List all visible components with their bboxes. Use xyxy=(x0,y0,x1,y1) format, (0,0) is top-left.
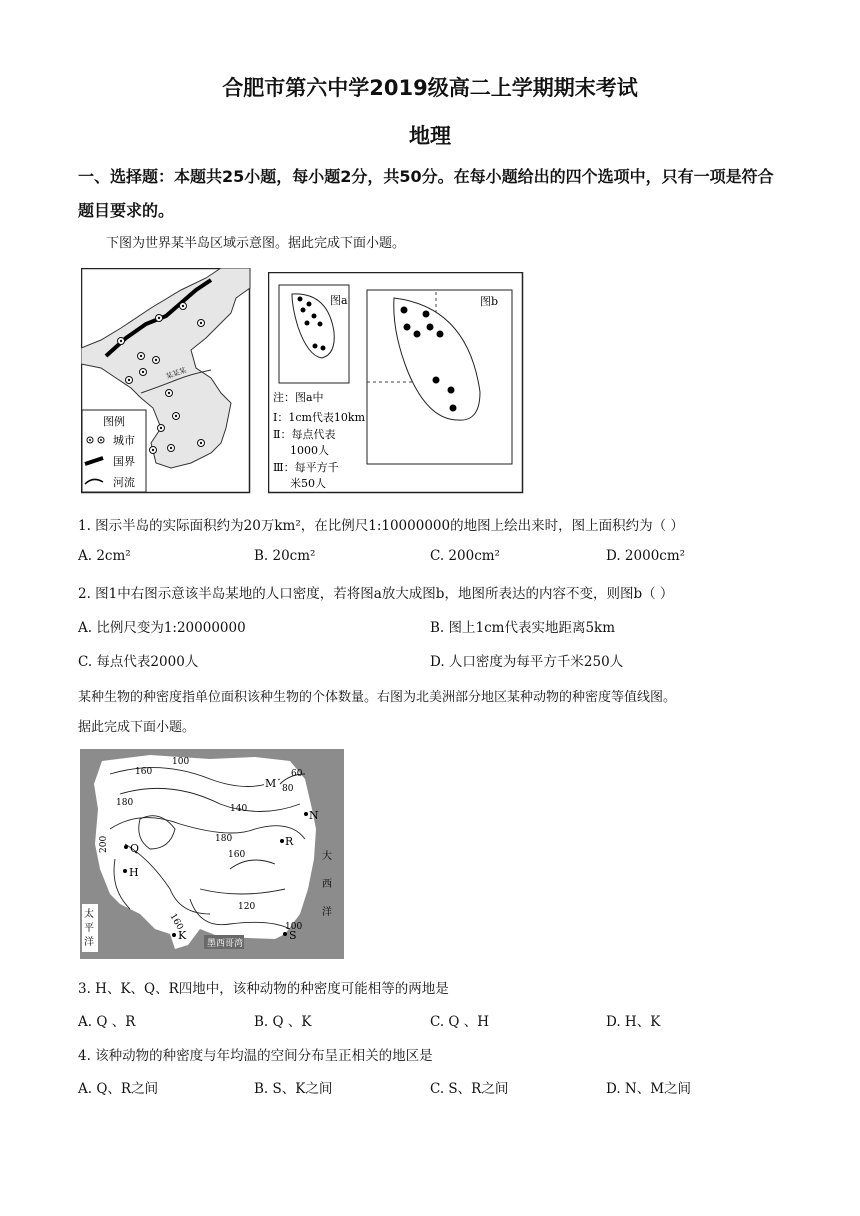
point-s-label: S xyxy=(289,929,297,942)
legend-river: 河流 xyxy=(113,476,135,489)
question-3-option-a: A. Q 、R xyxy=(78,1014,136,1030)
contour-label-100-b: 100 xyxy=(285,922,303,932)
question-1-option-a: A. 2cm² xyxy=(78,548,131,564)
question-4-option-b: B. S、K之间 xyxy=(254,1081,333,1097)
section-heading: 一、选择题：本题共25小题，每小题2分，共50分。在每小题给出的四个选项中，只有一项是符合题目要求的。 xyxy=(78,167,774,220)
peninsula-map xyxy=(81,268,251,494)
question-2-option-b: B. 图上1cm代表实地距离5km xyxy=(430,620,616,636)
density-figure xyxy=(268,272,524,494)
page-title: 合肥市第六中学2019级高二上学期期末考试 xyxy=(222,76,638,100)
question-4-option-d: D. N、M之间 xyxy=(606,1081,692,1097)
question-1-option-c: C. 200cm² xyxy=(430,548,500,564)
subject-title: 地理 xyxy=(409,124,451,148)
legend-city: 城市 xyxy=(113,434,135,447)
question-4-option-c: C. S、R之间 xyxy=(430,1081,509,1097)
contour-label-180-a: 180 xyxy=(116,798,134,808)
question-3-option-c: C. Q 、H xyxy=(430,1014,490,1030)
question-4-stem: 4. 该种动物的种密度与年均温的空间分布呈正相关的地区是 xyxy=(78,1048,433,1064)
contour-label-120: 120 xyxy=(238,902,256,912)
fig-a-label: 图a xyxy=(330,294,348,307)
atlantic-label-3: 洋 xyxy=(322,907,332,918)
point-r-label: R xyxy=(285,835,294,848)
pacific-label-2: 平 xyxy=(84,923,94,934)
question-2-stem: 2. 图1中右图示意该半岛某地的人口密度，若将图a放大成图b，地图所表达的内容不变，则图b（ ） xyxy=(78,586,674,602)
north-america-density-map xyxy=(80,749,344,959)
atlantic-label-1: 大 xyxy=(322,851,332,862)
question-3-stem: 3. H、K、Q、R四地中，该种动物的种密度可能相等的两地是 xyxy=(78,981,449,997)
note-title: 注：图a中 xyxy=(273,391,324,404)
map-place-label: 某某某 xyxy=(164,366,188,381)
group1-intro: 下图为世界某半岛区域示意图。据此完成下面小题。 xyxy=(106,236,406,251)
point-h-label: H xyxy=(129,866,139,879)
fig-b-label: 图b xyxy=(480,295,499,308)
note-line-2: Ⅱ：每点代表 xyxy=(273,428,336,441)
point-n-label: N xyxy=(309,809,319,822)
contour-label-60: 60 xyxy=(291,769,303,779)
contour-label-200: 200 xyxy=(99,835,109,853)
question-1-stem: 1. 图示半岛的实际面积约为20万km²，在比例尺1:10000000的地图上绘出来时，图上面积约为（ ） xyxy=(78,518,684,534)
contour-label-160-b: 160 xyxy=(228,850,246,860)
point-q-label: Q xyxy=(130,842,140,855)
contour-label-160-c: 160 xyxy=(167,912,185,932)
note-line-3b: 米50人 xyxy=(290,477,326,490)
gulf-label: 墨西哥湾 xyxy=(207,939,244,949)
point-m-label: M xyxy=(265,777,277,790)
group2-intro-line1: 某种生物的种密度指单位面积该种生物的个体数量。右图为北美洲部分地区某种动物的种密度等值线图。 xyxy=(78,690,677,705)
contour-label-80: 80 xyxy=(282,784,294,794)
question-2-option-a: A. 比例尺变为1:20000000 xyxy=(78,620,246,636)
question-4-option-a: A. Q、R之间 xyxy=(78,1081,159,1097)
question-3-option-d: D. H、K xyxy=(606,1014,661,1030)
question-3-option-b: B. Q 、K xyxy=(254,1014,312,1030)
pacific-label-3: 洋 xyxy=(84,937,94,948)
note-line-1: Ⅰ：1cm代表10km xyxy=(273,411,366,424)
question-1-option-d: D. 2000cm² xyxy=(606,548,686,564)
legend-border: 国界 xyxy=(113,455,135,468)
contour-label-100: 100 xyxy=(172,757,190,767)
contour-label-140: 140 xyxy=(230,804,248,814)
note-line-3: Ⅲ：每平方千 xyxy=(273,461,339,474)
contour-label-180-b: 180 xyxy=(215,834,233,844)
pacific-label-1: 太 xyxy=(84,909,94,920)
question-2-option-c: C. 每点代表2000人 xyxy=(78,654,199,670)
point-k-label: K xyxy=(178,929,187,942)
atlantic-label-2: 西 xyxy=(322,879,332,890)
contour-label-160: 160 xyxy=(135,767,153,777)
group2-intro-line2: 据此完成下面小题。 xyxy=(78,720,196,735)
question-1-option-b: B. 20cm² xyxy=(254,548,316,564)
note-line-2b: 1000人 xyxy=(290,444,329,457)
legend-title: 图例 xyxy=(103,415,125,428)
question-2-option-d: D. 人口密度为每平方千米250人 xyxy=(430,654,624,670)
